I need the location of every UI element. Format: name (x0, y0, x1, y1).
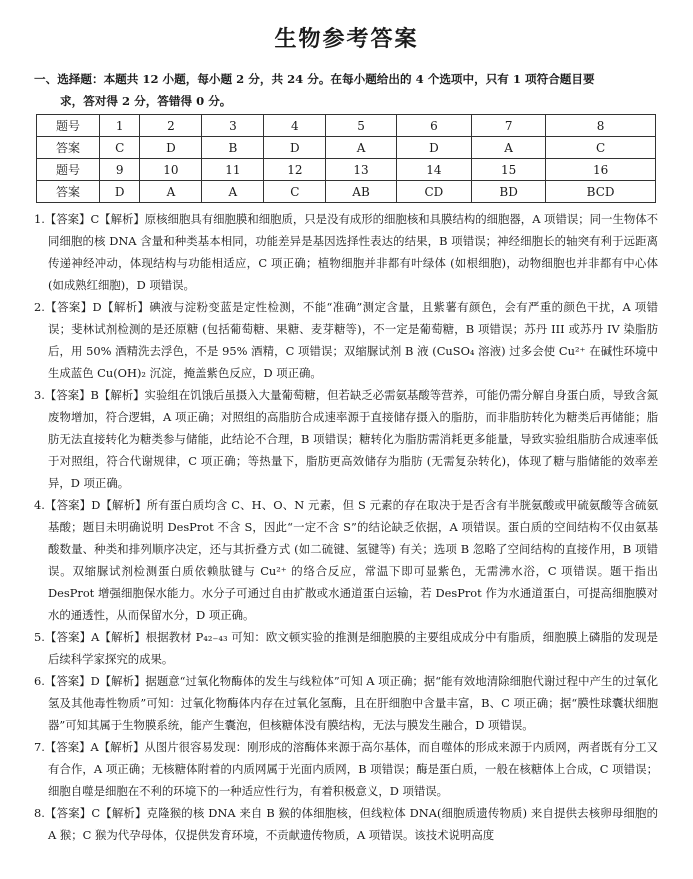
answer-table-cell: 2 (140, 115, 202, 137)
section-heading-line-1: 一、选择题：本题共 12 小题，每小题 2 分，共 24 分。在每小题给出的 4 个选项中，只有 1 项符合题目要 (34, 72, 595, 86)
answer-table-cell: A (202, 181, 264, 203)
answer-table-row-label: 答案 (37, 137, 100, 159)
answer-table-cell: 13 (326, 159, 396, 181)
answer-table-cell: D (396, 137, 471, 159)
answer-table-row-label: 答案 (37, 181, 100, 203)
answer-table-cell: 6 (396, 115, 471, 137)
answer-table-cell: C (100, 137, 140, 159)
answer-table-cell: D (264, 137, 326, 159)
answer-table-cell: AB (326, 181, 396, 203)
answer-table-cell: 1 (100, 115, 140, 137)
answer-table-cell: CD (396, 181, 471, 203)
answer-table-cell: A (140, 181, 202, 203)
answer-table-cell: B (202, 137, 264, 159)
answer-table-row (37, 137, 656, 159)
answer-table-cell: 16 (546, 159, 656, 181)
answer-table-row-label: 题号 (37, 115, 100, 137)
answer-table-cell: 8 (546, 115, 656, 137)
answer-table-cell: 10 (140, 159, 202, 181)
answer-table-row-label: 题号 (37, 159, 100, 181)
explanation-item-2: 2.【答案】D【解析】碘液与淀粉变蓝是定性检测，不能“准确”测定含量，且紫薯有颜色，会有严重的颜色干扰，A 项错误；斐林试剂检测的是还原糖 (包括葡萄糖、果糖、麦芽糖等)，不一定是葡萄糖，B 项错误；苏丹 III 或苏丹 IV 染脂肪后，用 50% 酒精洗去浮色，不是 95% 酒精，C 项错误；双缩脲试剂 B 液 (CuSO₄ 溶液) 过多会使 Cu²⁺ 在碱性环境中生成蓝色 Cu(OH)₂ 沉淀，掩盖紫色反应，D 项正确。 (34, 300, 658, 380)
explanation-item-1: 1.【答案】C【解析】原核细胞具有细胞膜和细胞质，只是没有成形的细胞核和具膜结构的细胞器，A 项错误；同一生物体不同细胞的核 DNA 含量和种类基本相同，功能差异是基因选择性表达的结果，B 项错误；神经细胞长的轴突有利于远距离传递神经冲动，体现结构与功能相适应，C 项正确；植物细胞并非都有叶绿体 (如根细胞)，动物细胞也并非都有中心体 (如成熟红细胞)，D 项错误。 (34, 212, 658, 292)
answer-table-cell: 12 (264, 159, 326, 181)
explanation-item-4: 4.【答案】D【解析】所有蛋白质均含 C、H、O、N 元素，但 S 元素的存在取决于是否含有半胱氨酸或甲硫氨酸等含硫氨基酸；题目未明确说明 DesProt 不含 S，因此“一定不含 S”的结论缺乏依据，A 项错误。蛋白质的空间结构不仅由氨基酸数量、种类和排列顺序决定，还与其折叠方式 (如二硫键、氢键等) 有关；选项 B 忽略了空间结构的直接作用，B 项错误。双缩脲试剂检测蛋白质依赖肽键与 Cu²⁺ 的络合反应，常温下即可显紫色，无需沸水浴，C 项错误。题干指出 DesProt 增强细胞保水能力。水分子可通过自由扩散或水通道蛋白运输，若 DesProt 作为水通道蛋白，可提高细胞膜对水的通透性，从而保留水分，D 项正确。 (34, 498, 658, 622)
answer-table-row (37, 181, 656, 203)
answer-table-cell: C (264, 181, 326, 203)
answer-table-row (37, 159, 656, 181)
answer-table-cell: D (100, 181, 140, 203)
answer-table-cell: 7 (472, 115, 546, 137)
answer-table (36, 114, 656, 203)
section-heading-line-2: 求，答对得 2 分，答错得 0 分。 (60, 94, 232, 108)
answer-table-cell: 9 (100, 159, 140, 181)
answer-table-cell: 14 (396, 159, 471, 181)
answer-table-cell: 15 (472, 159, 546, 181)
section-heading (34, 68, 654, 112)
page-title: 生物参考答案 (274, 26, 419, 52)
explanation-list (34, 208, 658, 846)
answer-table-cell: BD (472, 181, 546, 203)
explanation-item-6: 6.【答案】D【解析】据题意“过氧化物酶体的发生与线粒体”可知 A 项正确；据“能有效地清除细胞代谢过程中产生的过氧化氢及其他毒性物质”可知：过氧化物酶体内存在过氧化氢酶，且在肝细胞中含量丰富，B、C 项正确；据“膜性球囊状细胞器”可知其属于生物膜系统，能产生囊泡，但核糖体没有膜结构，无法与膜发生融合，D 项错误。 (34, 674, 658, 732)
answer-table-cell: 4 (264, 115, 326, 137)
explanation-item-3: 3.【答案】B【解析】实验组在饥饿后虽摄入大量葡萄糖，但若缺乏必需氨基酸等营养，可能仍需分解自身蛋白质，导致含氮废物增加，符合逻辑，A 项正确；对照组的高脂肪合成速率源于直接储存摄入的脂肪，而非脂肪转化为糖类后再储能；脂肪无法直接转化为糖类参与储能，此结论不合理，B 项错误；糖转化为脂肪需消耗更多能量，导致实验组脂肪合成速率低于对照组，符合代谢规律，C 项正确；等热量下，脂肪更高效储存为脂肪 (无需复杂转化)，体现了糖与脂储能的效率差异，D 项正确。 (34, 388, 658, 490)
explanation-item-5: 5.【答案】A【解析】根据教材 P₄₂₋₄₃ 可知：欧文顿实验的推测是细胞膜的主要组成成分中有脂质，细胞膜上磷脂的发现是后续科学家探究的成果。 (34, 630, 658, 666)
answer-table-cell: 3 (202, 115, 264, 137)
answer-table-cell: D (140, 137, 202, 159)
answer-table-cell: 11 (202, 159, 264, 181)
answer-table-cell: BCD (546, 181, 656, 203)
answer-table-cell: A (326, 137, 396, 159)
answer-table-cell: A (472, 137, 546, 159)
explanation-item-8: 8.【答案】C【解析】克隆猴的核 DNA 来自 B 猴的体细胞核，但线粒体 DNA(细胞质遗传物质) 来自提供去核卵母细胞的 A 猴；C 猴为代孕母体，仅提供发育环境，不贡献遗传物质，A 项错误。该技术说明高度 (34, 806, 658, 842)
answer-table-row (37, 115, 656, 137)
answer-table-cell: 5 (326, 115, 396, 137)
answer-table-cell: C (546, 137, 656, 159)
explanation-item-7: 7.【答案】A【解析】从图片很容易发现：刚形成的溶酶体来源于高尔基体，而自噬体的形成来源于内质网，两者既有分工又有合作，A 项正确；无核糖体附着的内质网属于光面内质网，B 项错误；酶是蛋白质，一般在核糖体上合成，C 项错误；细胞自噬是细胞在不利的环境下的一种适应性行为，有着积极意义，D 项错误。 (34, 740, 658, 798)
